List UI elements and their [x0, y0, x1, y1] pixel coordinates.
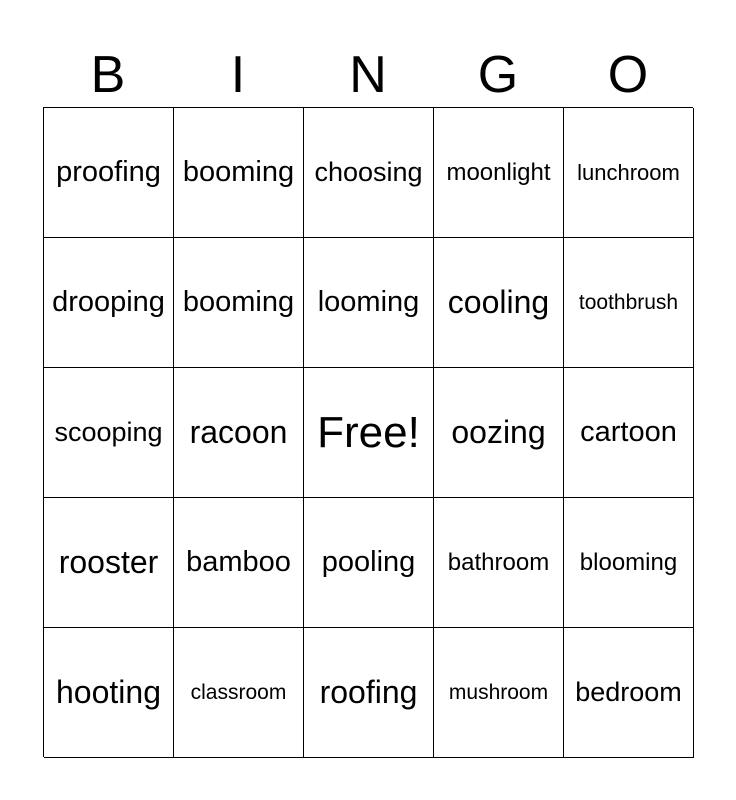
bingo-cell[interactable]: cartoon [564, 368, 694, 498]
bingo-cell[interactable]: proofing [44, 108, 174, 238]
header-letter-g: G [477, 46, 519, 104]
bingo-cell[interactable]: blooming [564, 498, 694, 628]
bingo-cell[interactable]: looming [304, 238, 434, 368]
bingo-cell[interactable]: lunchroom [564, 108, 694, 238]
bingo-header [43, 44, 693, 106]
header-letter-o: O [607, 46, 649, 104]
bingo-cell[interactable]: oozing [434, 368, 564, 498]
bingo-cell[interactable]: bedroom [564, 628, 694, 758]
bingo-cell[interactable]: toothbrush [564, 238, 694, 368]
bingo-cell[interactable]: rooster [44, 498, 174, 628]
bingo-cell[interactable]: scooping [44, 368, 174, 498]
header-letter-n: N [349, 46, 387, 104]
header-letter-b: B [90, 46, 126, 104]
bingo-cell[interactable]: booming [174, 108, 304, 238]
bingo-cell[interactable]: booming [174, 238, 304, 368]
bingo-cell[interactable]: moonlight [434, 108, 564, 238]
bingo-cell[interactable]: hooting [44, 628, 174, 758]
free-space-cell[interactable]: Free! [304, 368, 434, 498]
bingo-cell[interactable]: classroom [174, 628, 304, 758]
header-letter-i: I [230, 46, 246, 104]
bingo-cell[interactable]: pooling [304, 498, 434, 628]
bingo-cell[interactable]: racoon [174, 368, 304, 498]
bingo-cell[interactable]: drooping [44, 238, 174, 368]
bingo-cell[interactable]: bathroom [434, 498, 564, 628]
bingo-cell[interactable]: bamboo [174, 498, 304, 628]
bingo-cell[interactable]: cooling [434, 238, 564, 368]
bingo-cell[interactable]: choosing [304, 108, 434, 238]
bingo-cell[interactable]: mushroom [434, 628, 564, 758]
bingo-board [43, 107, 693, 757]
bingo-cell[interactable]: roofing [304, 628, 434, 758]
